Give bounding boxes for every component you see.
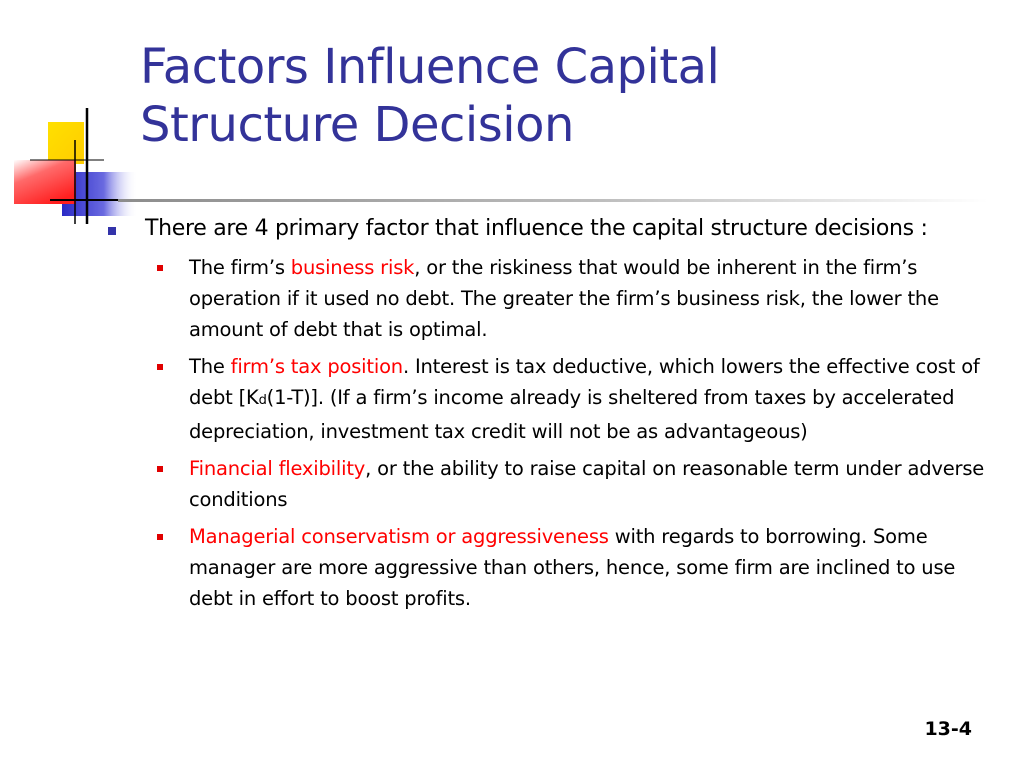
factor-highlight: Managerial conservatism or aggressiveness [189,525,609,548]
slide-page-number: 13-4 [924,718,972,740]
ornament-red-square [14,160,76,204]
red-square-bullet-icon [157,466,163,472]
square-bullet-icon [108,227,116,235]
slide-title [140,38,1000,154]
factor-text-body: , or the riskiness that would be inherent in the firm’s operation if it used no debt. The greater the firm’s business risk, the lower the amount of debt that is optimal. [189,256,939,341]
factor-text-body: . Interest is tax deductive, which lowers the effective cost of debt [K [189,355,980,409]
intro-text: There are 4 primary factor that influence the capital structure decisions : [145,216,928,241]
factor-text-body: , or the ability to raise capital on reasonable term under adverse conditions [189,457,985,511]
factor-item-managerial-conservatism [100,521,1000,614]
cost-of-debt-subscript: d [258,393,267,408]
decorative-squares-ornament [0,100,140,230]
factor-highlight: firm’s tax position [230,355,403,378]
factor-text-prefix: The firm’s [189,256,291,279]
factor-text-body: with regards to borrowing. Some manager are more aggressive than others, hence, some firm are inclined to use debt in effort to boost profits. [189,525,956,610]
red-square-bullet-icon [157,265,163,271]
factor-item-business-risk [100,252,1000,345]
intro-bullet-item [100,212,1000,245]
factor-text-prefix: The [189,355,231,378]
factor-text-body-continued: (1-T)]. (If a firm’s income already is sheltered from taxes by accelerated depreciation, investment tax credit will not be as advantageous) [189,386,955,443]
title-divider [118,199,988,202]
ornament-yellow-square [48,122,84,164]
slide-title-line-1: Factors Influence Capital [140,39,720,95]
red-square-bullet-icon [157,364,163,370]
factor-highlight: business risk [290,256,415,279]
factor-item-financial-flexibility [100,453,1000,515]
slide-title-line-2: Structure Decision [140,97,574,153]
factor-item-tax-position [100,351,1000,447]
factor-list [100,252,1000,614]
red-square-bullet-icon [157,534,163,540]
factor-highlight: Financial flexibility [189,457,366,480]
slide-body [100,212,1000,620]
